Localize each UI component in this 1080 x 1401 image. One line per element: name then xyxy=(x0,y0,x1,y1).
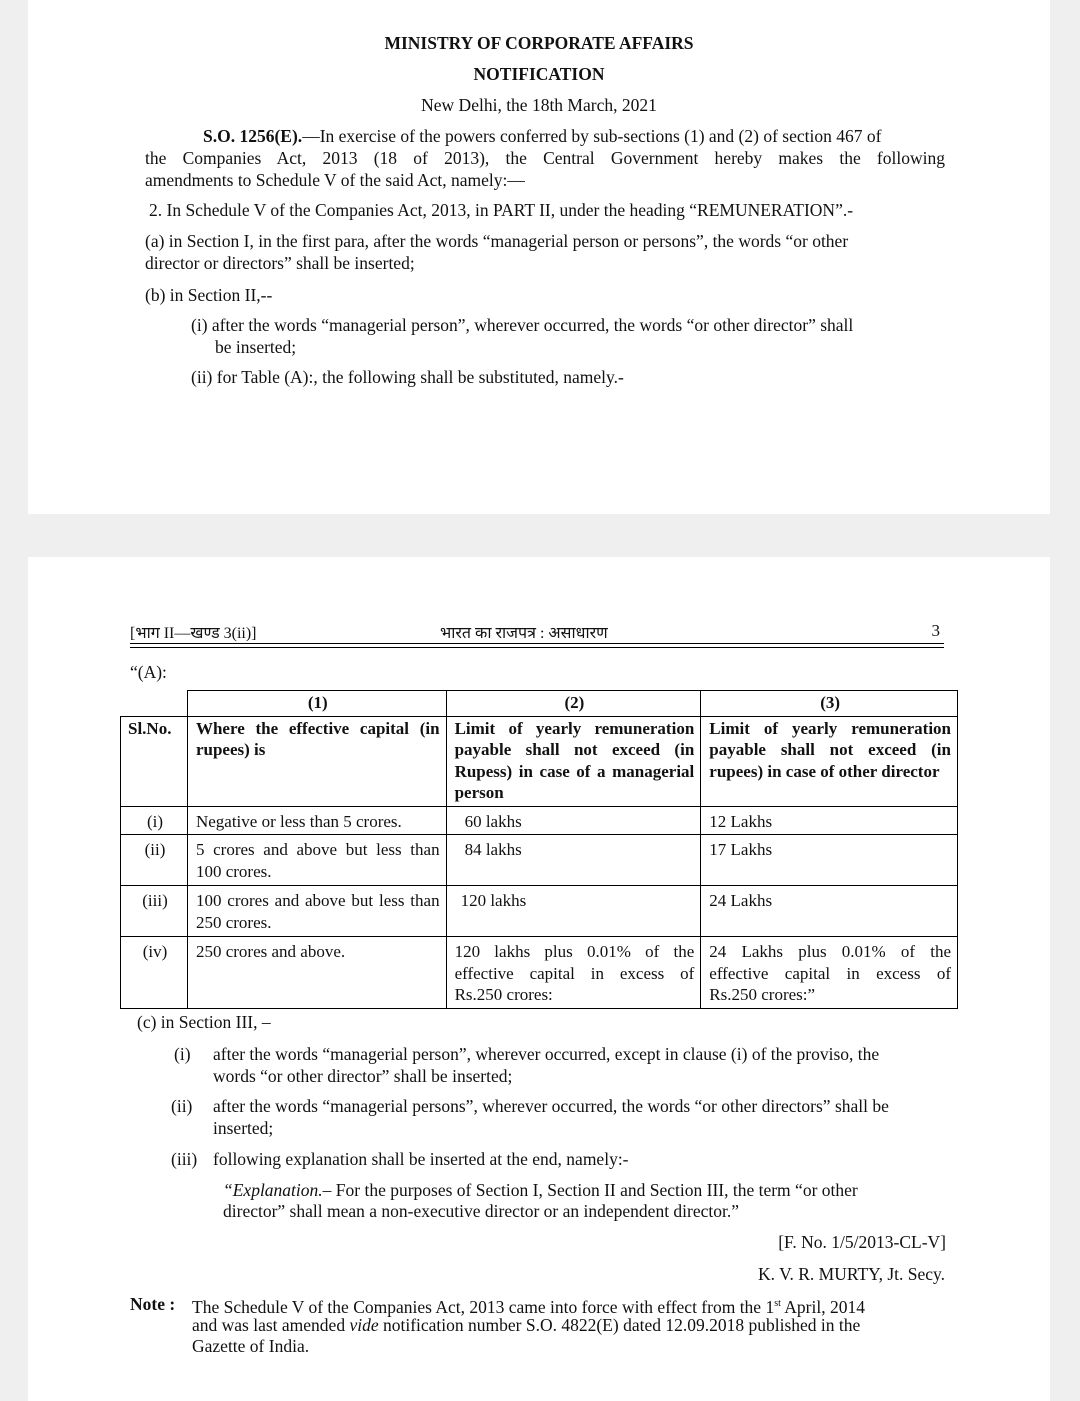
row-sl-no: (iv) xyxy=(121,937,188,1009)
clause-a-line-2: director or directors” shall be inserted; xyxy=(145,253,415,273)
row-capital: 100 crores and above but less than 250 crores. xyxy=(187,886,446,937)
header-rule xyxy=(130,647,944,648)
header-effective-capital: Where the effective capital (in rupees) is xyxy=(187,716,446,806)
column-number: (1) xyxy=(187,691,446,717)
clause-c-ii-number: (ii) xyxy=(171,1096,193,1116)
table-cell xyxy=(121,691,188,717)
clause-b-i-line-1: (i) after the words “managerial person”, wherever occurred, the words “or other director” shall xyxy=(191,315,854,335)
note-superscript: st xyxy=(774,1298,781,1309)
explanation-line-2: director” shall mean a non-executive director or an independent director.” xyxy=(223,1201,740,1221)
header-part-section: [भाग II—खण्ड 3(ii)] xyxy=(130,625,257,642)
column-number: (2) xyxy=(446,691,701,717)
row-capital: 5 crores and above but less than 100 crores. xyxy=(187,835,446,886)
row-capital: Negative or less than 5 crores. xyxy=(187,806,446,835)
intro-line-1 xyxy=(203,125,881,147)
table-column-number-row xyxy=(121,691,958,717)
header-managerial-limit: Limit of yearly remuneration payable shall not exceed (in Rupess) in case of a managerial person xyxy=(446,716,701,806)
row-managerial-limit: 120 lakhs plus 0.01% of the effective capital in excess of Rs.250 crores: xyxy=(446,937,701,1009)
row-other-director-limit: 17 Lakhs xyxy=(701,835,958,886)
intro-line-2: the Companies Act, 2013 (18 of 2013), the Central Government hereby makes the following xyxy=(145,148,945,168)
document-page-1 xyxy=(28,0,1050,514)
explanation-text: – For the purposes of Section I, Section II and Section III, the term “or other xyxy=(322,1180,858,1200)
row-managerial-limit: 120 lakhs xyxy=(446,886,701,937)
header-gazette-title: भारत का राजपत्र : असाधारण xyxy=(440,625,608,642)
clause-b-i-line-2: be inserted; xyxy=(215,337,297,357)
table-header-row xyxy=(121,716,958,806)
note-line-2 xyxy=(192,1314,860,1336)
clause-c-i-line-1: after the words “managerial person”, wherever occurred, except in clause (i) of the proviso, the xyxy=(213,1044,880,1064)
table-row xyxy=(121,937,958,1009)
column-number: (3) xyxy=(701,691,958,717)
row-sl-no: (iii) xyxy=(121,886,188,937)
header-page-number: 3 xyxy=(931,621,940,640)
header-sl-no: Sl.No. xyxy=(121,716,188,806)
header-other-director-limit: Limit of yearly remuneration payable shall not exceed (in rupees) in case of other director xyxy=(701,716,958,806)
document-page-2 xyxy=(28,557,1050,1401)
notification-title: NOTIFICATION xyxy=(473,64,605,84)
clause-c-iii-text: following explanation shall be inserted at the end, namely:- xyxy=(213,1149,629,1169)
clause-c-i-line-2: words “or other director” shall be inserted; xyxy=(213,1066,513,1086)
row-other-director-limit: 24 Lakhs xyxy=(701,886,958,937)
gazette-header xyxy=(130,621,944,645)
paragraph-2: 2. In Schedule V of the Companies Act, 2013, in PART II, under the heading “REMUNERATION”.- xyxy=(149,200,854,220)
clause-c: (c) in Section III, – xyxy=(137,1012,271,1032)
header-rule xyxy=(130,643,944,644)
row-managerial-limit: 84 lakhs xyxy=(446,835,701,886)
place-date: New Delhi, the 18th March, 2021 xyxy=(421,95,657,115)
clause-b: (b) in Section II,-- xyxy=(145,285,273,305)
intro-line-3: amendments to Schedule V of the said Act, namely:— xyxy=(145,170,525,190)
clause-c-ii-line-1: after the words “managerial persons”, wherever occurred, the words “or other directors” shall be xyxy=(213,1096,889,1116)
clause-c-i-number: (i) xyxy=(174,1044,191,1064)
note-text: and was last amended xyxy=(192,1315,350,1335)
note-vide: vide xyxy=(349,1315,379,1335)
intro-rest: —In exercise of the powers conferred by sub-sections (1) and (2) of section 467 of xyxy=(302,126,882,146)
clause-c-iii-number: (iii) xyxy=(171,1149,198,1169)
clause-b-ii: (ii) for Table (A):, the following shall be substituted, namely.- xyxy=(191,367,624,387)
so-number: S.O. 1256(E). xyxy=(203,126,303,146)
remuneration-table xyxy=(120,690,958,1009)
ministry-title: MINISTRY OF CORPORATE AFFAIRS xyxy=(384,33,694,53)
table-row xyxy=(121,886,958,937)
explanation-line-1 xyxy=(223,1179,858,1201)
row-other-director-limit: 24 Lakhs plus 0.01% of the effective capital in excess of Rs.250 crores:” xyxy=(701,937,958,1009)
table-row xyxy=(121,806,958,835)
note-text: notification number S.O. 4822(E) dated 12.09.2018 published in the xyxy=(378,1315,861,1335)
file-number: [F. No. 1/5/2013-CL-V] xyxy=(778,1232,946,1252)
signatory: K. V. R. MURTY, Jt. Secy. xyxy=(758,1264,945,1284)
row-sl-no: (i) xyxy=(121,806,188,835)
clause-a-line-1: (a) in Section I, in the first para, after the words “managerial person or persons”, the words “or other xyxy=(145,231,849,251)
note-text: The Schedule V of the Companies Act, 2013 came into force with effect from the 1 xyxy=(192,1296,775,1317)
row-sl-no: (ii) xyxy=(121,835,188,886)
table-row xyxy=(121,835,958,886)
row-capital: 250 crores and above. xyxy=(187,937,446,1009)
note-text: April, 2014 xyxy=(780,1296,865,1317)
clause-c-ii-line-2: inserted; xyxy=(213,1118,274,1138)
row-other-director-limit: 12 Lakhs xyxy=(701,806,958,835)
row-managerial-limit: 60 lakhs xyxy=(446,806,701,835)
explanation-label: “Explanation. xyxy=(223,1180,323,1200)
note-line-3: Gazette of India. xyxy=(192,1336,310,1356)
note-label: Note : xyxy=(130,1294,176,1314)
table-label: “(A): xyxy=(130,662,167,682)
